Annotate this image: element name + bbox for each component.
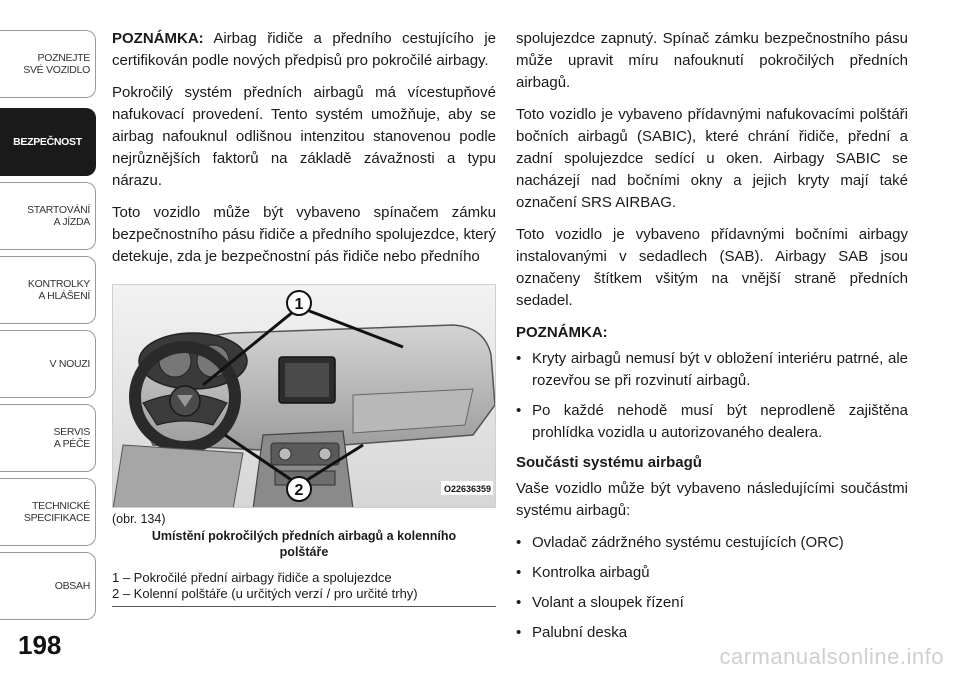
left-column bbox=[112, 28, 496, 278]
tab-poznejte-sve-vozidlo[interactable]: POZNEJTE SVÉ VOZIDLO bbox=[0, 30, 96, 98]
list-item: • Palubní deska bbox=[516, 622, 908, 644]
paragraph: Toto vozidlo je vybaveno přídavnými bočními airbagy instalovanými v sedadlech (SAB). Airbagy SAB jsou označeny štítkem všitým na vnější straně předních sedadel. bbox=[516, 226, 908, 309]
list-item: • Kontrolka airbagů bbox=[516, 562, 908, 584]
list-item: • Volant a sloupek řízení bbox=[516, 592, 908, 614]
tab-technicke-specifikace[interactable]: TECHNICKÉ SPECIFIKACE bbox=[0, 478, 96, 546]
list-item: • Ovladač zádržného systému cestujících (ORC) bbox=[516, 532, 908, 554]
note-heading: POZNÁMKA: bbox=[516, 324, 608, 341]
tab-servis-a-pece[interactable]: SERVIS A PÉČE bbox=[0, 404, 96, 472]
note-paragraph bbox=[112, 28, 496, 72]
figure-number: (obr. 134) bbox=[112, 512, 166, 526]
dashboard-drawing bbox=[113, 285, 496, 508]
tab-v-nouzi[interactable]: V NOUZI bbox=[0, 330, 96, 398]
paragraph: spolujezdce zapnutý. Spínač zámku bezpečnostního pásu může upravit míru nafouknutí pokročilých předních airbagů. bbox=[516, 30, 908, 91]
callout-1: 1 bbox=[294, 296, 304, 313]
list-item: • Po každé nehodě musí být neprodleně zajištěna prohlídka vozidla u autorizovaného dealera. bbox=[516, 400, 908, 444]
tab-kontrolky-a-hlaseni[interactable]: KONTROLKY A HLÁŠENÍ bbox=[0, 256, 96, 324]
note-label: POZNÁMKA: bbox=[112, 30, 204, 47]
figure-legend bbox=[112, 570, 496, 602]
tab-bezpecnost[interactable]: BEZPEČNOST bbox=[0, 108, 96, 176]
list-item: • Kryty airbagů nemusí být v obložení interiéru patrné, ale rozevřou se při rozvinutí airbagů. bbox=[516, 348, 908, 392]
paragraph: Toto vozidlo je vybaveno přídavnými nafukovacími polštáři bočních airbagů (SABIC), které chrání řidiče, přední a zadní spolujezdce sedící u oken. Airbagy SABIC se nacházejí nad bočními okny a jejich kryty mají také označení SRS AIRBAG. bbox=[516, 106, 908, 211]
section-title: Součásti systému airbagů bbox=[516, 454, 702, 471]
figure-code: O22636359 bbox=[443, 484, 491, 494]
paragraph: Toto vozidlo může být vybaveno spínačem zámku bezpečnostního pásu řidiče a předního spolujezdce, který detekuje, zda je bezpečnostní pás řidiče nebo předního bbox=[112, 204, 496, 265]
callout-2: 2 bbox=[294, 482, 304, 499]
legend-item: 2 – Kolenní polštáře (u určitých verzí / pro určité trhy) bbox=[112, 586, 418, 601]
watermark: carmanualsonline.info bbox=[719, 644, 944, 669]
legend-item: 1 – Pokročilé přední airbagy řidiče a spolujezdce bbox=[112, 570, 392, 585]
paragraph: Pokročilý systém předních airbagů má vícestupňové nafukovací provedení. Tento systém umožňuje, aby se airbag nafouknul odlišnou intenzitou stanovenou podle nejrůznějších faktorů na základě závažnosti a typu nárazu. bbox=[112, 84, 496, 189]
right-column bbox=[516, 28, 908, 652]
tab-obsah[interactable]: OBSAH bbox=[0, 552, 96, 620]
components-list bbox=[516, 532, 908, 644]
note-list bbox=[516, 348, 908, 444]
tab-startovani-a-jizda[interactable]: STARTOVÁNÍ A JÍZDA bbox=[0, 182, 96, 250]
figure-caption: Umístění pokročilých předních airbagů a kolenního polštáře bbox=[151, 529, 457, 559]
legend-divider bbox=[112, 606, 496, 607]
dashboard-illustration bbox=[112, 284, 496, 508]
page-number: 198 bbox=[18, 630, 62, 660]
note-text: Airbag řidiče a předního cestujícího je certifikován podle nových předpisů pro pokročilé airbagy. bbox=[112, 30, 496, 69]
paragraph: Vaše vozidlo může být vybaveno následujícími součástmi systému airbagů: bbox=[516, 480, 908, 519]
